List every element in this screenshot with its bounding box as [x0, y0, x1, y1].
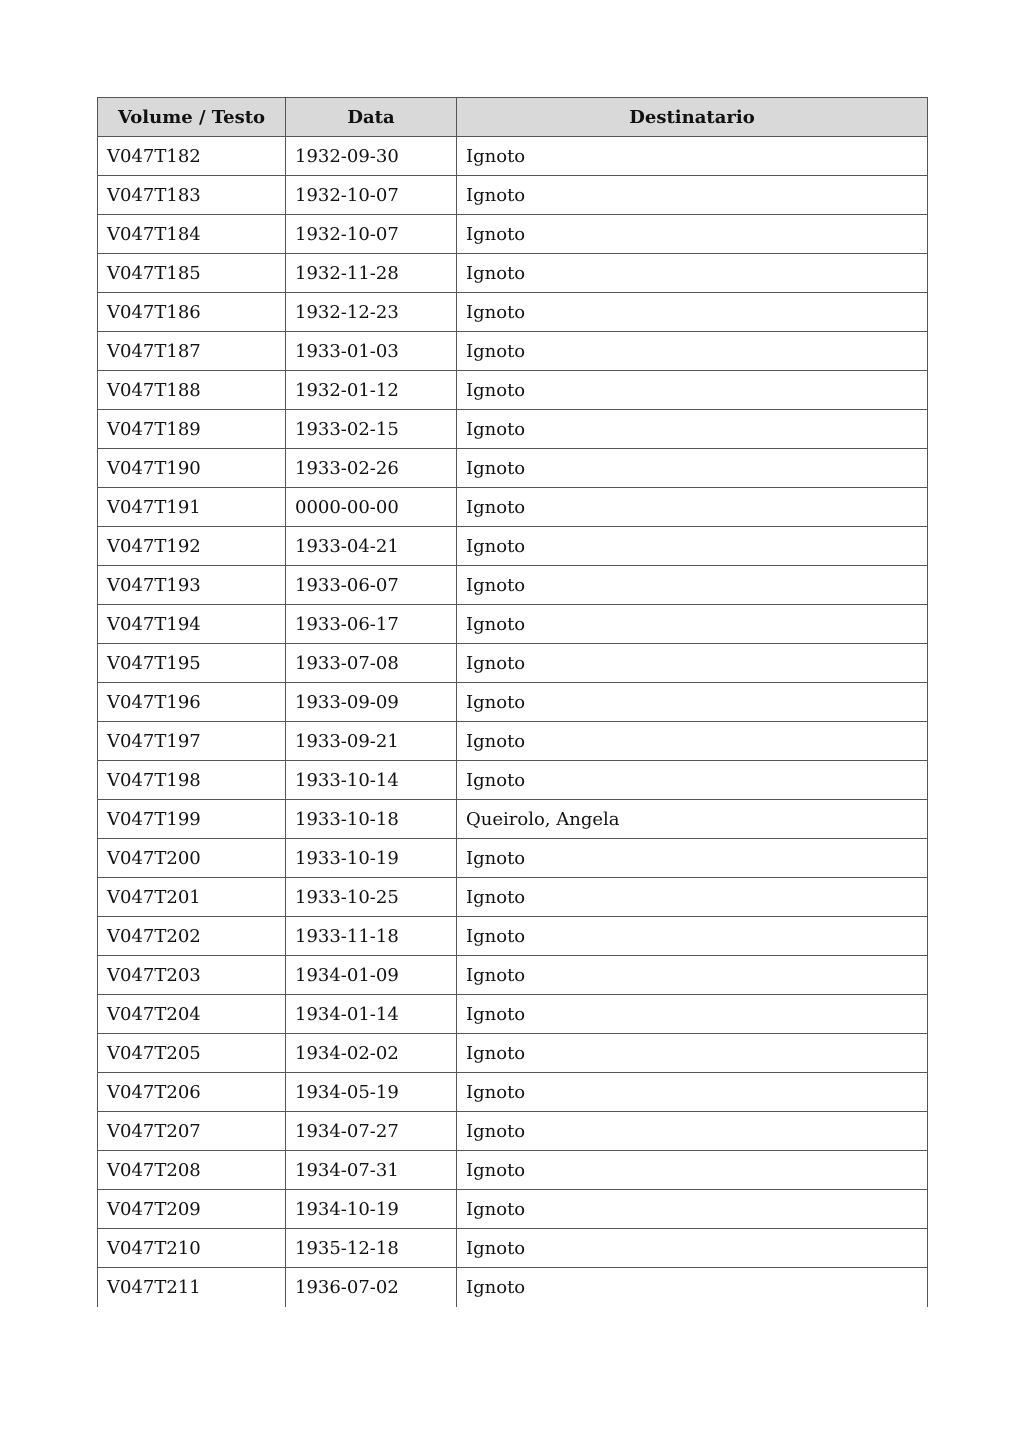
cell-volume: V047T198 — [98, 761, 286, 800]
table-row — [98, 215, 928, 254]
cell-volume: V047T191 — [98, 488, 286, 527]
cell-date: 1933-07-08 — [286, 644, 457, 683]
cell-volume: V047T210 — [98, 1229, 286, 1268]
table-header — [98, 98, 928, 137]
cell-recipient: Ignoto — [457, 644, 928, 683]
cell-recipient: Ignoto — [457, 761, 928, 800]
cell-volume: V047T185 — [98, 254, 286, 293]
cell-date: 1933-06-17 — [286, 605, 457, 644]
table-row — [98, 488, 928, 527]
cell-date: 1933-11-18 — [286, 917, 457, 956]
cell-volume: V047T183 — [98, 176, 286, 215]
cell-volume: V047T194 — [98, 605, 286, 644]
cell-volume: V047T196 — [98, 683, 286, 722]
cell-date: 1933-10-18 — [286, 800, 457, 839]
cell-recipient: Ignoto — [457, 410, 928, 449]
cell-recipient: Ignoto — [457, 1229, 928, 1268]
cell-date: 1932-12-23 — [286, 293, 457, 332]
cell-date: 0000-00-00 — [286, 488, 457, 527]
table-row — [98, 137, 928, 176]
table-row — [98, 722, 928, 761]
table-body — [98, 137, 928, 1307]
cell-volume: V047T197 — [98, 722, 286, 761]
cell-recipient: Ignoto — [457, 839, 928, 878]
table-row — [98, 254, 928, 293]
cell-recipient: Ignoto — [457, 878, 928, 917]
cell-date: 1934-01-14 — [286, 995, 457, 1034]
cell-recipient: Ignoto — [457, 527, 928, 566]
cell-recipient: Ignoto — [457, 1268, 928, 1307]
cell-date: 1932-01-12 — [286, 371, 457, 410]
table-row — [98, 449, 928, 488]
cell-date: 1933-10-14 — [286, 761, 457, 800]
cell-volume: V047T193 — [98, 566, 286, 605]
cell-volume: V047T208 — [98, 1151, 286, 1190]
table-row — [98, 566, 928, 605]
cell-recipient: Ignoto — [457, 722, 928, 761]
cell-recipient: Ignoto — [457, 449, 928, 488]
cell-volume: V047T188 — [98, 371, 286, 410]
table-row — [98, 917, 928, 956]
cell-date: 1933-09-09 — [286, 683, 457, 722]
table-row — [98, 683, 928, 722]
cell-recipient: Ignoto — [457, 995, 928, 1034]
cell-date: 1932-09-30 — [286, 137, 457, 176]
cell-recipient: Ignoto — [457, 956, 928, 995]
cell-date: 1933-10-25 — [286, 878, 457, 917]
header-volume-testo: Volume / Testo — [98, 98, 286, 137]
cell-recipient: Ignoto — [457, 1073, 928, 1112]
cell-date: 1932-10-07 — [286, 176, 457, 215]
cell-volume: V047T199 — [98, 800, 286, 839]
cell-volume: V047T202 — [98, 917, 286, 956]
cell-volume: V047T206 — [98, 1073, 286, 1112]
table-row — [98, 527, 928, 566]
cell-recipient: Ignoto — [457, 605, 928, 644]
cell-date: 1933-04-21 — [286, 527, 457, 566]
table-row — [98, 956, 928, 995]
cell-date: 1934-05-19 — [286, 1073, 457, 1112]
table-row — [98, 293, 928, 332]
cell-volume: V047T211 — [98, 1268, 286, 1307]
cell-volume: V047T204 — [98, 995, 286, 1034]
cell-volume: V047T200 — [98, 839, 286, 878]
cell-volume: V047T190 — [98, 449, 286, 488]
cell-recipient: Ignoto — [457, 371, 928, 410]
table-row — [98, 332, 928, 371]
cell-recipient: Ignoto — [457, 683, 928, 722]
cell-recipient: Ignoto — [457, 215, 928, 254]
cell-recipient: Ignoto — [457, 1034, 928, 1073]
table-row — [98, 1229, 928, 1268]
table-row — [98, 1268, 928, 1307]
cell-date: 1933-06-07 — [286, 566, 457, 605]
cell-recipient: Ignoto — [457, 488, 928, 527]
cell-volume: V047T201 — [98, 878, 286, 917]
cell-date: 1933-01-03 — [286, 332, 457, 371]
table-row — [98, 176, 928, 215]
table-row — [98, 605, 928, 644]
cell-date: 1933-02-26 — [286, 449, 457, 488]
table-row — [98, 410, 928, 449]
cell-volume: V047T184 — [98, 215, 286, 254]
table-row — [98, 839, 928, 878]
cell-recipient: Ignoto — [457, 176, 928, 215]
table-row — [98, 1151, 928, 1190]
cell-volume: V047T205 — [98, 1034, 286, 1073]
table-row — [98, 1190, 928, 1229]
cell-date: 1933-02-15 — [286, 410, 457, 449]
cell-date: 1934-07-31 — [286, 1151, 457, 1190]
cell-date: 1933-10-19 — [286, 839, 457, 878]
cell-recipient: Ignoto — [457, 1151, 928, 1190]
table-row — [98, 644, 928, 683]
cell-recipient: Ignoto — [457, 566, 928, 605]
letters-table — [97, 97, 928, 1307]
cell-volume: V047T203 — [98, 956, 286, 995]
table-row — [98, 1112, 928, 1151]
cell-volume: V047T186 — [98, 293, 286, 332]
cell-volume: V047T195 — [98, 644, 286, 683]
cell-date: 1932-11-28 — [286, 254, 457, 293]
table-row — [98, 878, 928, 917]
cell-volume: V047T207 — [98, 1112, 286, 1151]
header-destinatario: Destinatario — [457, 98, 928, 137]
cell-date: 1935-12-18 — [286, 1229, 457, 1268]
cell-recipient: Ignoto — [457, 137, 928, 176]
cell-volume: V047T189 — [98, 410, 286, 449]
table-row — [98, 800, 928, 839]
cell-recipient: Ignoto — [457, 1112, 928, 1151]
cell-volume: V047T192 — [98, 527, 286, 566]
table-row — [98, 761, 928, 800]
table-row — [98, 995, 928, 1034]
cell-recipient: Ignoto — [457, 332, 928, 371]
cell-recipient: Ignoto — [457, 1190, 928, 1229]
cell-date: 1934-07-27 — [286, 1112, 457, 1151]
cell-date: 1933-09-21 — [286, 722, 457, 761]
cell-volume: V047T187 — [98, 332, 286, 371]
cell-date: 1934-01-09 — [286, 956, 457, 995]
cell-volume: V047T182 — [98, 137, 286, 176]
cell-recipient: Ignoto — [457, 254, 928, 293]
header-row — [98, 98, 928, 137]
cell-volume: V047T209 — [98, 1190, 286, 1229]
table-row — [98, 1034, 928, 1073]
cell-date: 1936-07-02 — [286, 1268, 457, 1307]
table-row — [98, 1073, 928, 1112]
header-data: Data — [286, 98, 457, 137]
cell-recipient: Ignoto — [457, 293, 928, 332]
cell-recipient: Queirolo, Angela — [457, 800, 928, 839]
cell-date: 1932-10-07 — [286, 215, 457, 254]
table-row — [98, 371, 928, 410]
cell-recipient: Ignoto — [457, 917, 928, 956]
cell-date: 1934-02-02 — [286, 1034, 457, 1073]
cell-date: 1934-10-19 — [286, 1190, 457, 1229]
